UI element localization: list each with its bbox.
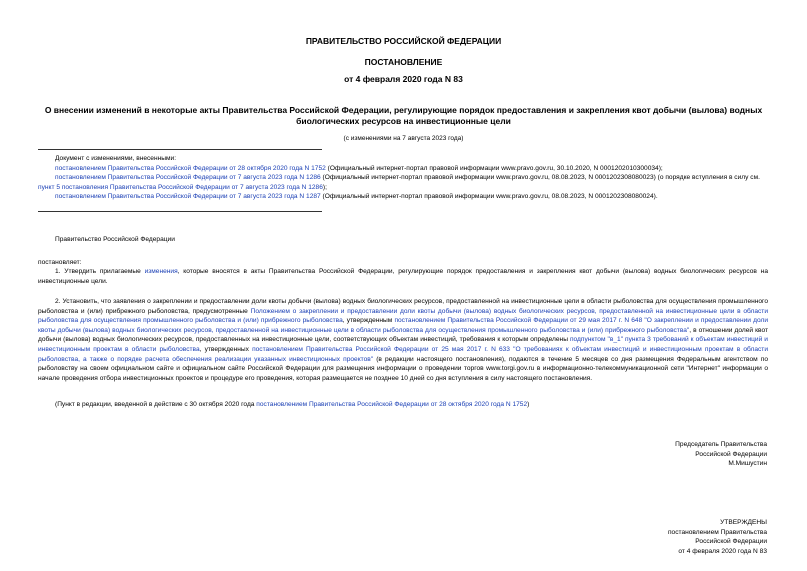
p2-text: (в редакции настоящего постановления), подаются в течение 5 месяцев со дня размещения Федеральным агентством по рыболовству на своем официальном сайте и официальном сайте Российской Федерации для размещения информации о проведении торгов www.torgi.gov.ru в информационно-телекоммуникационной сети "Интернет" информации о начале проведения отбора инвестиционных проектов и процедуре его проведения, которая размещается не позднее 10 дней со дня вступления в силу настоящего постановления.	[38, 355, 769, 382]
amendment-link[interactable]: постановлением Правительства Российской Федерации от 28 октября 2020 года N 1752	[55, 164, 326, 172]
approved-by: постановлением Правительства	[667, 528, 767, 536]
amendment-text: (Официальный интернет-портал правовой информации www.pravo.gov.ru, 08.08.2023, N 0001202308080024).	[320, 193, 658, 201]
amendment-item	[55, 192, 767, 202]
approved-date: от 4 февраля 2020 года N 83	[678, 547, 767, 555]
p1-link[interactable]: изменения	[144, 268, 178, 275]
p2-text: , в отношении долей квот добычи (вылова) водных биологических ресурсов, предоставленных на инвестиционные цели, соответствующих объектам инвестиций, требования к которым определены	[38, 326, 768, 344]
edit-note	[55, 400, 529, 410]
amendments-intro: Документ с изменениями, внесенными:	[55, 155, 177, 162]
amendment-item	[55, 164, 767, 174]
divider-top	[38, 149, 322, 150]
paragraph-2	[38, 297, 768, 383]
changes-note: (с изменениями на 7 августа 2023 года)	[343, 135, 464, 142]
amendment-item	[38, 173, 767, 192]
amendments-block	[38, 154, 767, 202]
date-number-heading: от 4 февраля 2020 года N 83	[344, 74, 463, 84]
signature-block	[675, 440, 767, 469]
p2-text: , утвержденным	[342, 317, 395, 325]
approved-org: Российской Федерации	[695, 538, 767, 546]
edit-note-text: (Пункт в редакции, введенной в действие с 30 октября 2020 года	[55, 401, 257, 408]
amendment-link[interactable]: пункт 5 постановления Правительства Российской Федерации от 7 августа 2023 года N 1286	[38, 183, 323, 191]
decree-line: постановляет:	[38, 259, 82, 266]
approved-block	[668, 518, 767, 556]
edit-note-link[interactable]: постановлением Правительства Российской Федерации от 28 октября 2020 года N 1752	[256, 401, 528, 408]
divider-bottom	[38, 211, 322, 212]
p2-link[interactable]: постановлением Правительства Российской Федерации от 29 мая 2017 г. N 648 "О закреплении и предоставлении доли квоты добычи (вылова) водных биологических ресурсов, предоставленной на инвестиционные цели в области рыболовства для осуществления промышленного рыболовства и (или) прибрежного рыболовства"	[38, 317, 769, 334]
doc-type-heading: ПОСТАНОВЛЕНИЕ	[364, 57, 443, 67]
amendment-link[interactable]: постановлением Правительства Российской Федерации от 7 августа 2023 года N 1287	[55, 193, 321, 201]
signature-title: Председатель Правительства	[675, 441, 767, 448]
approved-heading: УТВЕРЖДЕНЫ	[720, 519, 767, 526]
p2-link[interactable]: постановлением Правительства Российской Федерации от 25 мая 2017 г. N 633 "О требованиях к объектам инвестиций и инвестиционным проектам в области рыболовства, а также о порядке расчета обеспечения реализации указанных инвестиционных проектов"	[38, 345, 768, 363]
paragraph-1	[38, 267, 768, 286]
government-line: Правительство Российской Федерации	[55, 236, 175, 243]
government-heading: ПРАВИТЕЛЬСТВО РОССИЙСКОЙ ФЕДЕРАЦИИ	[305, 36, 502, 46]
p1-text: 1. Утвердить прилагаемые	[55, 268, 145, 275]
p2-text: , утвержденных	[199, 345, 253, 353]
p2-text: 2. Установить, что заявления о закреплении и предоставлении доли квоты добычи (вылова) водных биологических ресурсов, предоставленной на инвестиционные цели в области рыболовства для осуществления промышленного рыболовства и (или) прибрежного рыболовства, предусмотренные	[38, 298, 768, 315]
p2-link[interactable]: подпунктом "в_1" пункта 3 требований к объектам инвестиций и инвестиционным проектам в области рыболовства	[38, 336, 768, 353]
amendment-link[interactable]: постановлением Правительства Российской Федерации от 7 августа 2023 года N 1286	[55, 174, 321, 182]
document-title: О внесении изменений в некоторые акты Правительства Российской Федерации, регулирующие порядок предоставления и закрепления квот добычи (вылова) водных биологических ресурсов на инвестиционные цели	[44, 105, 763, 126]
edit-note-text: )	[527, 401, 530, 408]
p1-text: , которые вносятся в акты Правительства Российской Федерации, регулирующие порядок предоставления и закрепления квот добычи (вылова) водных биологических ресурсов на инвестиционные цели.	[38, 268, 768, 285]
signature-name: М.Мишустин	[728, 460, 767, 468]
amendment-text: );	[322, 183, 327, 191]
p2-link[interactable]: Положением о закреплении и предоставлении доли квоты добычи (вылова) водных биологических ресурсов, предоставленной на инвестиционные цели в области рыболовства для осуществления промышленного рыболовства и (или) прибрежного рыболовства	[38, 307, 769, 325]
signature-org: Российской Федерации	[695, 450, 767, 458]
amendment-text: (Официальный интернет-портал правовой информации www.pravo.gov.ru, 30.10.2020, N 0001202010300034);	[325, 164, 663, 172]
amendment-text: (Официальный интернет-портал правовой информации www.pravo.gov.ru, 08.08.2023, N 0001202308080023) (о порядке вступления в силу см.	[320, 174, 760, 182]
